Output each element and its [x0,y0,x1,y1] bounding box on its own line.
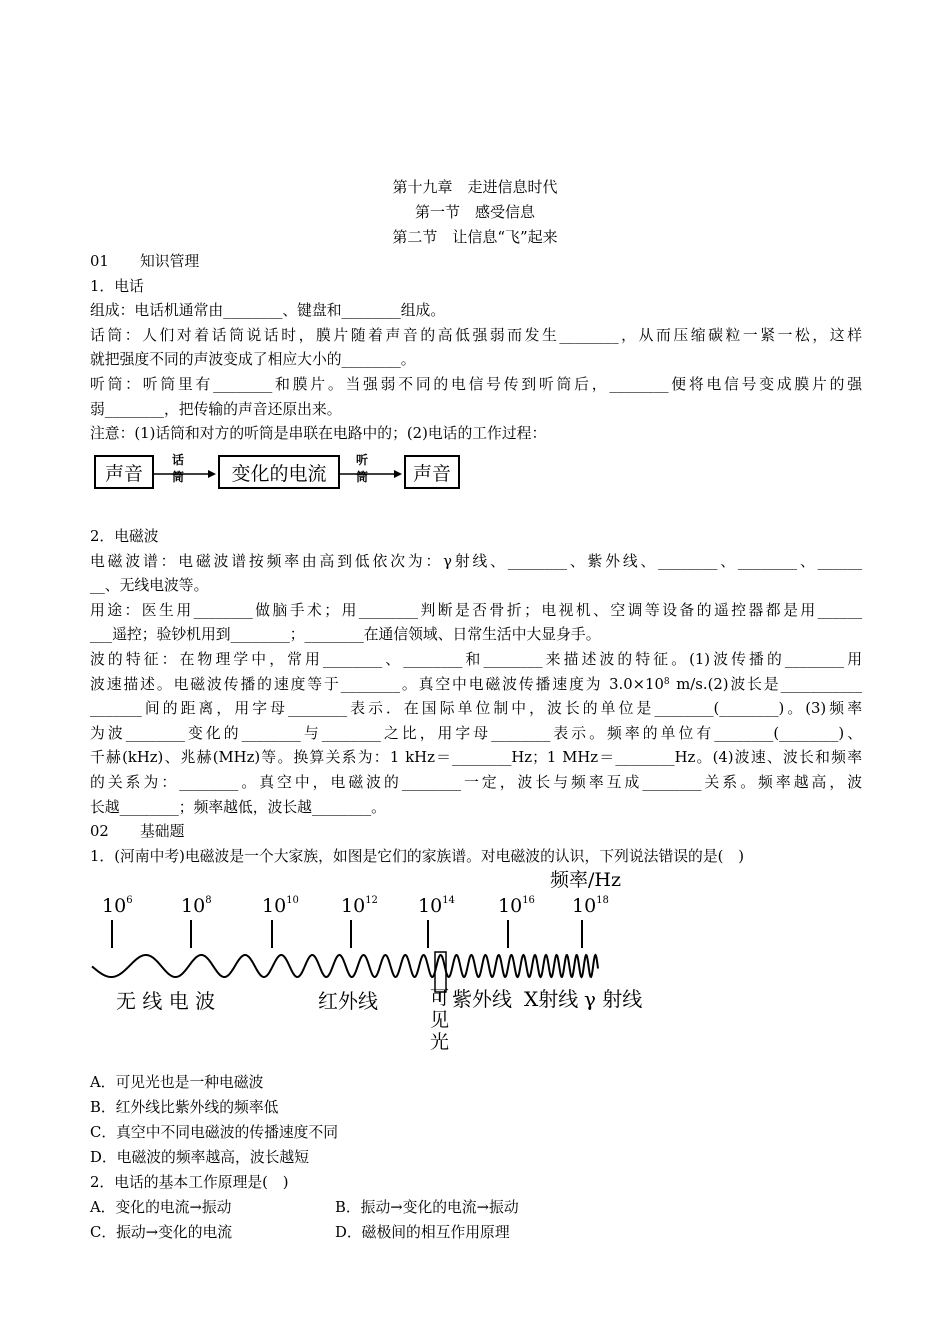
em-line: 为波________变化的________与________之比，用字母________表示。频率的单位有________(________)、 [90,724,862,742]
arrow-right-icon [154,469,216,479]
question-2-options-row [90,1195,862,1220]
radio-wave-label: 无 线 电 波 [116,989,216,1013]
question-2-options-row [90,1220,862,1245]
frequency-tick-label: $10^8$ [181,895,212,917]
spectrum-wave [92,955,598,977]
arrow-right-icon [340,469,402,479]
visible-light-marker [435,952,446,992]
flow-box-current: 变化的电流 [218,455,340,489]
option-b[interactable]: B．振动→变化的电流→振动 [335,1199,519,1216]
phone-line: 就把强度不同的声波变成了相应大小的________。 [90,351,416,369]
option-a[interactable]: A．可见光也是一种电磁波 [90,1074,264,1091]
section-title-1: 第一节 感受信息 [414,203,535,221]
em-line: 的关系为：________。真空中，电磁波的________一定，波长与频率互成________关系。频率越高，波 [90,773,862,791]
flow-box-sound: 声音 [94,455,154,489]
infrared-label: 红外线 [318,989,378,1013]
option-a[interactable]: A．变化的电流→振动 [90,1199,232,1216]
frequency-tick-label: $10^{18}$ [572,895,609,917]
phone-line: 弱________，把传输的声音还原出来。 [90,400,342,418]
flow-box-sound-out: 声音 [404,455,460,489]
em-heading: 2．电磁波 [90,528,159,545]
visible-label-3: 光 [430,1031,450,1053]
frequency-tick-label: $10^{14}$ [418,895,455,917]
question-1-options [90,1070,862,1245]
uv-label: 紫外线 [452,987,512,1011]
question-2-stem: 2．电话的基本工作原理是( ) [90,1174,289,1191]
chapter-title: 第十九章 走进信息时代 [392,178,558,196]
em-wave-section [90,525,862,869]
em-line: 波速描述。电磁波传播的速度等于________。真空中电磁波传播速度为 $3.0\times 10^8$ m/s.(2)波长是___________ [90,675,862,693]
option-d[interactable]: D．电磁波的频率越高，波长越短 [90,1149,310,1166]
phone-line: 注意：(1)话筒和对方的听筒是串联在电路中的；(2)电话的工作过程： [90,425,547,443]
em-spectrum-figure [90,868,650,1058]
em-line: 千赫(kHz)、兆赫(MHz)等。换算关系为：1 kHz＝________Hz；1 MHz＝________Hz。(4)波速、波长和频率 [90,749,862,767]
em-line: __、无线电波等。 [90,577,209,595]
section-header-knowledge: 01 知识管理 [90,253,200,270]
knowledge-section [90,250,862,447]
flow-label-receiver: 听筒 [356,453,369,484]
option-b[interactable]: B．红外线比紫外线的频率低 [90,1099,279,1116]
em-line: 长越________；频率越低，波长越________。 [90,798,386,816]
frequency-tick-label: $10^{10}$ [262,895,299,917]
spectrum-ticks [102,895,609,948]
spectrum-axis-label: 频率/Hz [550,869,621,891]
em-line: 用途：医生用________做脑手术；用________判断是否骨折；电视机、空调等设备的遥控器都是用______ [90,601,862,619]
option-c[interactable]: C．振动→变化的电流 [90,1224,233,1241]
frequency-tick-label: $10^6$ [102,895,133,917]
visible-label-1: 可 [430,987,450,1009]
em-line: 电磁波谱：电磁波谱按频率由高到低依次为：γ射线、________、紫外线、________、________、______ [90,552,862,570]
gamma-label: γ 射线 [584,987,643,1011]
xray-label: X射线 [524,987,579,1011]
phone-line: 话筒：人们对着话筒说话时，膜片随着声音的高低强弱而发生________，从而压缩碳粒一紧一松，这样 [90,326,862,344]
em-line: ___遥控；验钞机用到________；________在通信领域、日常生活中大显身手。 [90,626,601,644]
visible-label-2: 见 [430,1009,450,1031]
em-line: _______间的距离，用字母________表示．在国际单位制中，波长的单位是________(________)。(3)频率 [90,700,862,718]
em-line: 波的特征：在物理学中，常用________、________和________来描述波的特征。(1)波传播的________用 [90,650,862,668]
frequency-tick-label: $10^{12}$ [341,895,378,917]
frequency-tick-label: $10^{16}$ [498,895,535,917]
option-c[interactable]: C．真空中不同电磁波的传播速度不同 [90,1124,339,1141]
phone-line: 听筒：听筒里有________和膜片。当强弱不同的电信号传到听筒后，________便将电信号变成膜片的强 [90,375,862,393]
phone-heading: 1．电话 [90,277,144,295]
phone-line: 组成：电话机通常由________、键盘和________组成。 [90,302,446,320]
question-1-stem: 1．(河南中考)电磁波是一个大家族，如图是它们的家族谱。对电磁波的认识，下列说法错误的是( ) [90,847,744,865]
section-header-basic: 02 基础题 [90,823,185,841]
option-d[interactable]: D．磁极间的相互作用原理 [335,1224,510,1241]
section-title-2: 第二节 让信息“飞”起来 [392,228,558,246]
flow-label-mic: 话筒 [172,453,185,484]
